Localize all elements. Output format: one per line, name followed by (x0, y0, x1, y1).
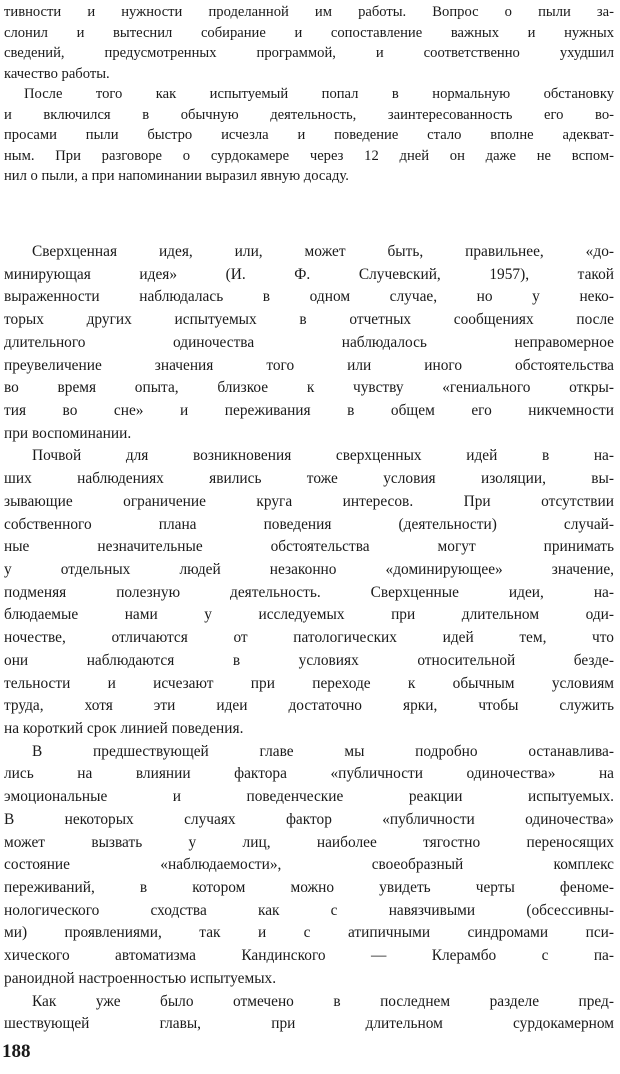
text-line: подменяя полезную деятельность. Сверхценные идеи, на- (4, 583, 614, 601)
text-line: нил о пыли, а при напоминании выразил явную досаду. (4, 168, 349, 184)
text-line: на короткий срок линией поведения. (4, 720, 244, 737)
text-line: может вызвать у лиц, наиболее тягостно переносящих (4, 833, 614, 851)
text-line: ночестве, отличаются от патологических идей тем, что (4, 629, 614, 647)
text-line: преувеличение значения того или иного обстоятельства (4, 356, 614, 374)
text-line: В некоторых случаях фактор «публичности одиночества» (4, 810, 614, 828)
text-line: они наблюдаются в условиях относительной безде- (4, 651, 614, 669)
text-line: нологического сходства как с навязчивыми (обсессивны- (4, 901, 614, 919)
text-line: длительного одиночества наблюдалось неправомерное (4, 333, 614, 351)
text-line: торых других испытуемых в отчетных сообщениях после (4, 311, 614, 329)
text-line: ми) проявлениями, так и с атипичными синдромами пси- (4, 924, 614, 942)
text-line: Сверхценная идея, или, может быть, правильнее, «до- (32, 243, 614, 260)
text-line: сведений, предусмотренных программой, и соответственно ухудшил (4, 45, 614, 61)
text-line: блюдаемые нами у исследуемых при длительном оди- (4, 606, 614, 624)
text-line: тельности и исчезают при переходе к обычным условиям (4, 674, 614, 692)
text-line: В предшествующей главе мы подробно останавлива- (32, 742, 614, 760)
text-line: у отдельных людей незаконно «доминирующее» значение, (4, 561, 614, 578)
text-line: состояние «наблюдаемости», своеобразный комплекс (4, 856, 614, 874)
text-line: Почвой для возникновения сверхценных идей в на- (32, 447, 614, 465)
text-line: переживаний, в котором можно увидеть черты феноме- (4, 879, 614, 896)
text-line: лись на влиянии фактора «публичности одиночества» на (4, 765, 614, 783)
text-line: ших наблюдениях явились тоже условия изоляции, вы- (4, 470, 614, 488)
text-line: ным. При разговоре о сурдокамере через 12 дней он даже не вспом- (4, 148, 614, 164)
text-line: слонил и вытеснил собирание и сопоставление важных и нужных (4, 25, 614, 41)
text-line: и включился в обычную деятельность, заинтересованность его во- (4, 107, 614, 123)
text-line: шествующей главы, при длительном сурдокамерном (4, 1015, 614, 1033)
text-line: После того как испытуемый попал в нормальную обстановку (24, 86, 614, 102)
text-line: просами пыли быстро исчезла и поведение стало вполне адекват- (4, 127, 614, 143)
text-line: тивности и нужности проделанной им работы. Вопрос о пыли за- (4, 4, 614, 20)
page-number: 188 (2, 1041, 31, 1062)
text-line: минирующая идея» (И. Ф. Случевский, 1957), такой (4, 265, 614, 283)
text-line: труда, хотя эти идеи достаточно ярки, чтобы служить (4, 697, 614, 715)
text-line: зывающие ограничение круга интересов. При отсутствии (4, 492, 614, 510)
text-line: раноидной настроенностью испытуемых. (4, 969, 277, 987)
text-line: эмоциональные и поведенческие реакции испытуемых. (4, 788, 614, 806)
text-line: качество работы. (4, 66, 110, 82)
text-line: при воспоминании. (4, 424, 132, 442)
text-line: Как уже было отмечено в последнем разделе пред- (32, 992, 614, 1010)
text-line: ные незначительные обстоятельства могут принимать (4, 538, 614, 556)
text-line: собственного плана поведения (деятельности) случай- (4, 515, 614, 533)
text-line: во время опыта, близкое к чувству «гениального откры- (4, 379, 614, 397)
text-line: выраженности наблюдалась в одном случае, но у неко- (4, 288, 614, 306)
text-line: тия во сне» и переживания в общем его никчемности (4, 402, 614, 419)
text-line: хического автоматизма Кандинского — Клерамбо с па- (4, 947, 614, 965)
